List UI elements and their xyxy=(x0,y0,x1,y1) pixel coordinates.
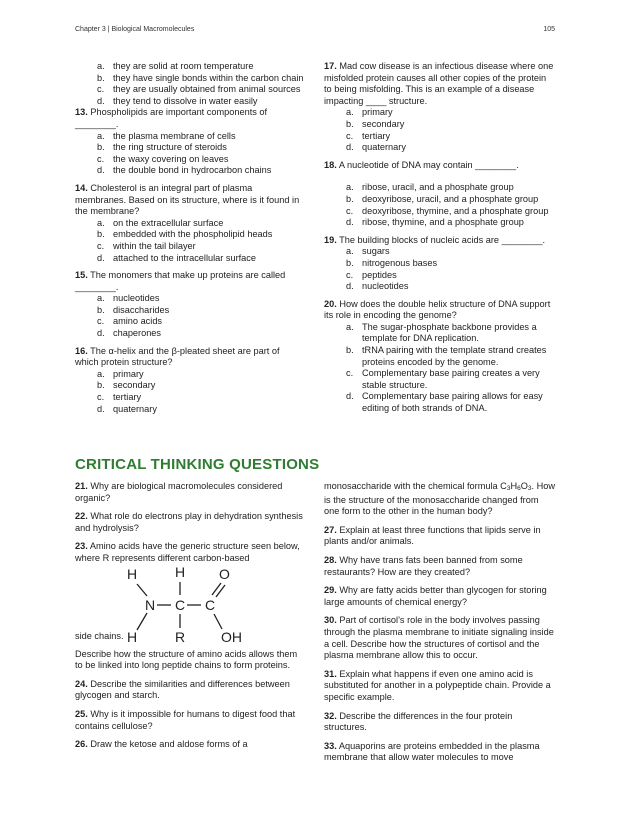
question-30: 30. Part of cortisol’s role in the body involves passing through the plasma membrane to initiate signaling inside a cell. Describe how the structures of cortisol and the plasma membrane allow this to occur. xyxy=(324,615,554,661)
question-15-options xyxy=(75,293,305,339)
option: b. deoxyribose, uracil, and a phosphate group xyxy=(346,193,539,204)
option: b. secondary xyxy=(346,118,405,129)
question-22: 22. What role do electrons play in dehydration synthesis and hydrolysis? xyxy=(75,511,303,533)
question-19-options xyxy=(324,246,556,292)
question-25: 25. Why is it impossible for humans to digest food that contains cellulose? xyxy=(75,708,296,731)
question-17-options xyxy=(324,107,556,153)
option: b. secondary xyxy=(97,380,156,391)
question-32: 32. Describe the differences in the four protein structures. xyxy=(324,710,513,733)
option: c. tertiary xyxy=(346,130,391,141)
atom-oh: OH xyxy=(221,628,242,645)
question-33: 33. Aquaporins are proteins embedded in the plasma membrane that allow water molecules to move xyxy=(324,740,540,763)
question-16-options xyxy=(75,369,305,415)
question-23: 23. Amino acids have the generic structure seen below, where R represents different carbon-based H H O N C C H R OH side chains. xyxy=(75,541,305,644)
side-chains-label: side chains. xyxy=(75,630,124,641)
option: b. tRNA pairing with the template strand creates proteins encoded by the genome. xyxy=(346,345,547,367)
option: b. embedded with the phospholipid heads xyxy=(97,229,273,240)
question-29: 29. Why are fatty acids better than glycogen for storing large amounts of chemical energy? xyxy=(324,585,547,607)
bond-n-h-top xyxy=(137,584,147,596)
right-column-multiple-choice xyxy=(324,61,556,421)
option: a. on the extracellular surface xyxy=(97,217,224,228)
option: d. ribose, thymine, and a phosphate group xyxy=(346,217,524,228)
question-27: 27. Explain at least three functions that lipids serve in plants and/or animals. xyxy=(324,524,541,547)
option: a. sugars xyxy=(346,246,390,257)
option: c. Complementary base pairing creates a very stable structure. xyxy=(346,368,540,390)
option: c. amino acids xyxy=(97,316,163,327)
question-26: 26. Draw the ketose and aldose forms of a xyxy=(75,739,248,750)
option: a. the plasma membrane of cells xyxy=(97,130,236,141)
question-12-options xyxy=(75,61,305,107)
bond-c2-oh xyxy=(214,614,222,629)
question-21: 21. Why are biological macromolecules considered organic? xyxy=(75,481,283,503)
page-header xyxy=(75,26,555,38)
option: b. they have single bonds within the carbon chain xyxy=(97,72,304,83)
question-23-continued: Describe how the structure of amino acids allows them to be linked into long peptide chains to form proteins. xyxy=(75,648,298,671)
question-13-options xyxy=(75,131,305,177)
question-19: 19. The building blocks of nucleic acids are ________. a. sugars b. nitrogenous bases c. peptides d. nucleotides xyxy=(324,235,556,293)
section-title: CRITICAL THINKING QUESTIONS xyxy=(75,456,320,473)
option: c. deoxyribose, thymine, and a phosphate group xyxy=(346,205,549,216)
option: d. quaternary xyxy=(97,403,157,414)
left-column-multiple-choice xyxy=(75,61,305,421)
option: b. the ring structure of steroids xyxy=(97,142,227,153)
question-24: 24. Describe the similarities and differences between glycogen and starch. xyxy=(75,678,290,701)
question-14: 14. Cholesterol is an integral part of plasma membranes. Based on its structure, where is it found in the membrane? a. on the extracellular surface b. embedded with the phospholipid heads c. within the tail bilayer d. attached to the intracellular surface xyxy=(75,183,305,264)
page-number: 105 xyxy=(543,26,555,33)
option: a. ribose, uracil, and a phosphate group xyxy=(346,182,514,193)
left-column-critical-thinking xyxy=(75,481,305,758)
option: a. The sugar-phosphate backbone provides a template for DNA replication. xyxy=(346,321,537,344)
option: c. within the tail bilayer xyxy=(97,240,196,251)
option: d. Complementary base pairing allows for easy editing of both strands of DNA. xyxy=(346,391,543,414)
chapter-title: Chapter 3 | Biological Macromolecules xyxy=(75,26,195,33)
right-column-critical-thinking xyxy=(324,481,556,771)
option: a. nucleotides xyxy=(97,293,160,304)
atom-h-top: H xyxy=(175,563,186,580)
option: a. they are solid at room temperature xyxy=(97,61,254,71)
question-31: 31. Explain what happens if even one amino acid is substituted for another in a polypeptide chain. Provide a specific example. xyxy=(324,668,551,702)
option: d. chaperones xyxy=(97,328,162,339)
question-15: 15. The monomers that make up proteins are called ________. a. nucleotides b. disaccharides c. amino acids d. chaperones xyxy=(75,270,305,340)
amino-acid-structure xyxy=(75,563,305,645)
question-20-options xyxy=(324,322,556,415)
atom-r: R xyxy=(175,628,186,645)
option: c. they are usually obtained from animal sources xyxy=(97,84,301,95)
question-18: 18. A nucleotide of DNA may contain ________. a. ribose, uracil, and a phosphate group b. deoxyribose, uracil, and a phosphate group c. deoxyribose, thymine, and a phosphate group d. ribose, thymine, and a phosphate group xyxy=(324,160,556,229)
atom-c1: C xyxy=(175,596,186,613)
atom-n: N xyxy=(145,596,156,613)
bond-n-h-bottom xyxy=(137,613,147,630)
option: a. primary xyxy=(97,368,144,379)
option: d. they tend to dissolve in water easily xyxy=(97,95,258,106)
question-16: 16. The α-helix and the β-pleated sheet are part of which protein structure? a. primary b. secondary c. tertiary d. quaternary xyxy=(75,346,305,416)
option: b. nitrogenous bases xyxy=(346,257,438,268)
question-20: 20. How does the double helix structure of DNA support its role in encoding the genome? a. The sugar-phosphate backbone provides a template for DNA replication. b. tRNA pairing with the template strand creates proteins encoded by the genome. c. Complementary base pairing creates a very stable structure. d. Complementary base pairing allows for easy editing of both strands of DNA. xyxy=(324,299,556,415)
question-17: 17. Mad cow disease is an infectious disease where one misfolded protein causes all other copies of the protein to being misfolding. This is an example of a disease impacting ____ structure. a. primary b. secondary c. tertiary d. quaternary xyxy=(324,61,556,154)
question-13: 13. Phospholipids are important components of ________. a. the plasma membrane of cells b. the ring structure of steroids c. the waxy covering on leaves d. the double bond in hydrocarbon chains xyxy=(75,107,305,177)
option: d. attached to the intracellular surface xyxy=(97,252,256,263)
option: c. peptides xyxy=(346,269,397,280)
option: b. disaccharides xyxy=(97,304,170,315)
question-18-options xyxy=(324,182,556,228)
option: c. tertiary xyxy=(97,392,142,403)
question-26-continued: monosaccharide with the chemical formula $C_3H_6O_3$. How is the structure of the monosaccharide changed from one form to the other in the human body? xyxy=(324,481,555,517)
atom-h-bottom: H xyxy=(127,628,138,645)
atom-o-top: O xyxy=(219,565,230,582)
atom-h-top-left: H xyxy=(127,565,138,582)
option: d. the double bond in hydrocarbon chains xyxy=(97,165,272,176)
option: d. quaternary xyxy=(346,142,406,153)
atom-c2: C xyxy=(205,596,216,613)
option: d. nucleotides xyxy=(346,281,409,292)
option: c. the waxy covering on leaves xyxy=(97,153,229,164)
question-14-options xyxy=(75,218,305,264)
amino-acid-diagram xyxy=(125,563,255,647)
option: a. primary xyxy=(346,107,393,118)
question-28: 28. Why have trans fats been banned from some restaurants? How are they created? xyxy=(324,554,523,577)
